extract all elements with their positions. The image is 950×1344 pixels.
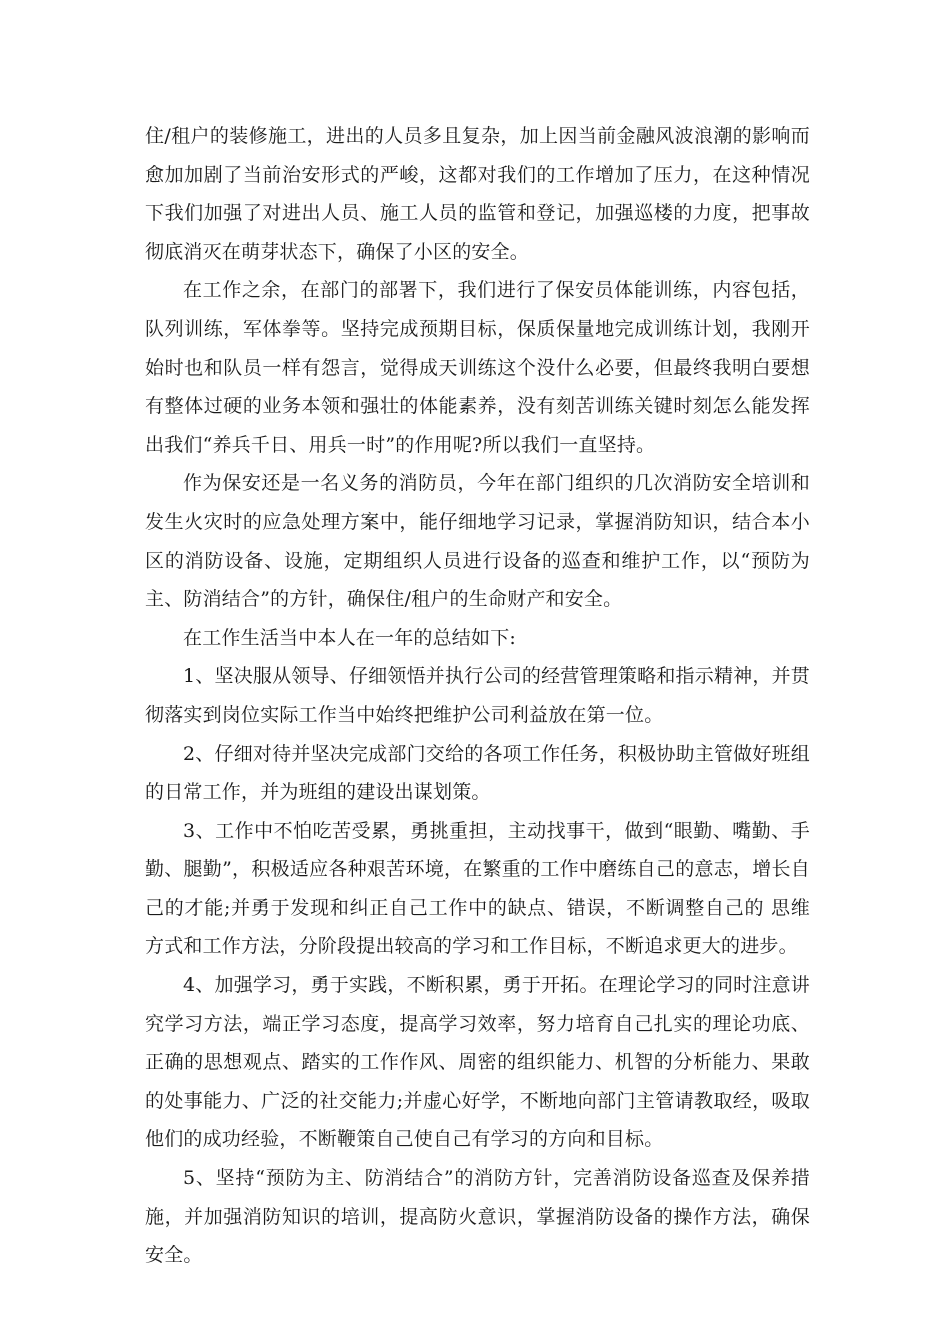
summary-item-3: 3、工作中不怕吃苦受累，勇挑重担，主动找事干，做到“眼勤、嘴勤、手勤、腿勤”，积极适应各种艰苦环境，在繁重的工作中磨练自己的意志，增长自己的才能;并勇于发现和纠正自己工作中的缺点、错误，不断调整自己的 思维方式和工作方法，分阶段提出较高的学习和工作目标，不断追求更大的进步。 <box>145 819 810 958</box>
summary-item-2: 2、仔细对待并坚决完成部门交给的各项工作任务，积极协助主管做好班组的日常工作，并为班组的建设出谋划策。 <box>145 742 810 804</box>
paragraph-summary-intro: 在工作生活当中本人在一年的总结如下: <box>183 626 517 649</box>
paragraph-fire-safety: 作为保安还是一名义务的消防员，今年在部门组织的几次消防安全培训和发生火灾时的应急处理方案中，能仔细地学习记录，掌握消防知识，结合本小区的消防设备、设施，定期组织人员进行设备的巡查和维护工作，以“预防为主、防消结合”的方针，确保住/租户的生命财产和安全。 <box>145 472 810 611</box>
summary-item-4: 4、加强学习，勇于实践，不断积累，勇于开拓。在理论学习的同时注意讲究学习方法，端正学习态度，提高学习效率，努力培育自己扎实的理论功底、正确的思想观点、踏实的工作作风、周密的组织能力、机智的分析能力、果敢的处事能力、广泛的社交能力;并虚心好学，不断地向部门主管请教取经，吸取他们的成功经验，不断鞭策自己使自己有学习的方向和目标。 <box>145 974 810 1151</box>
paragraph-security-continuation: 住/租户的装修施工，进出的人员多且复杂，加上因当前金融风波浪潮的影响而愈加加剧了当前治安形式的严峻，这都对我们的工作增加了压力，在这种情况下我们加强了对进出人员、施工人员的监管和登记，加强巡楼的力度，把事故彻底消灭在萌芽状态下，确保了小区的安全。 <box>145 125 810 263</box>
document-body <box>145 117 810 1275</box>
summary-item-1: 1、坚决服从领导、仔细领悟并执行公司的经营管理策略和指示精神，并贯彻落实到岗位实际工作当中始终把维护公司利益放在第一位。 <box>145 665 810 726</box>
summary-item-5: 5、坚持“预防为主、防消结合”的消防方针，完善消防设备巡查及保养措施，并加强消防知识的培训，提高防火意识，掌握消防设备的操作方法，确保安全。 <box>145 1167 810 1267</box>
paragraph-training: 在工作之余，在部门的部署下，我们进行了保安员体能训练，内容包括，队列训练，军体拳等。坚持完成预期目标，保质保量地完成训练计划，我刚开始时也和队员一样有怨言，觉得成天训练这个没什么必要，但最终我明白要想有整体过硬的业务本领和强壮的体能素养，没有刻苦训练关键时刻怎么能发挥出我们“养兵千日、用兵一时”的作用呢?所以我们一直坚持。 <box>145 279 810 456</box>
